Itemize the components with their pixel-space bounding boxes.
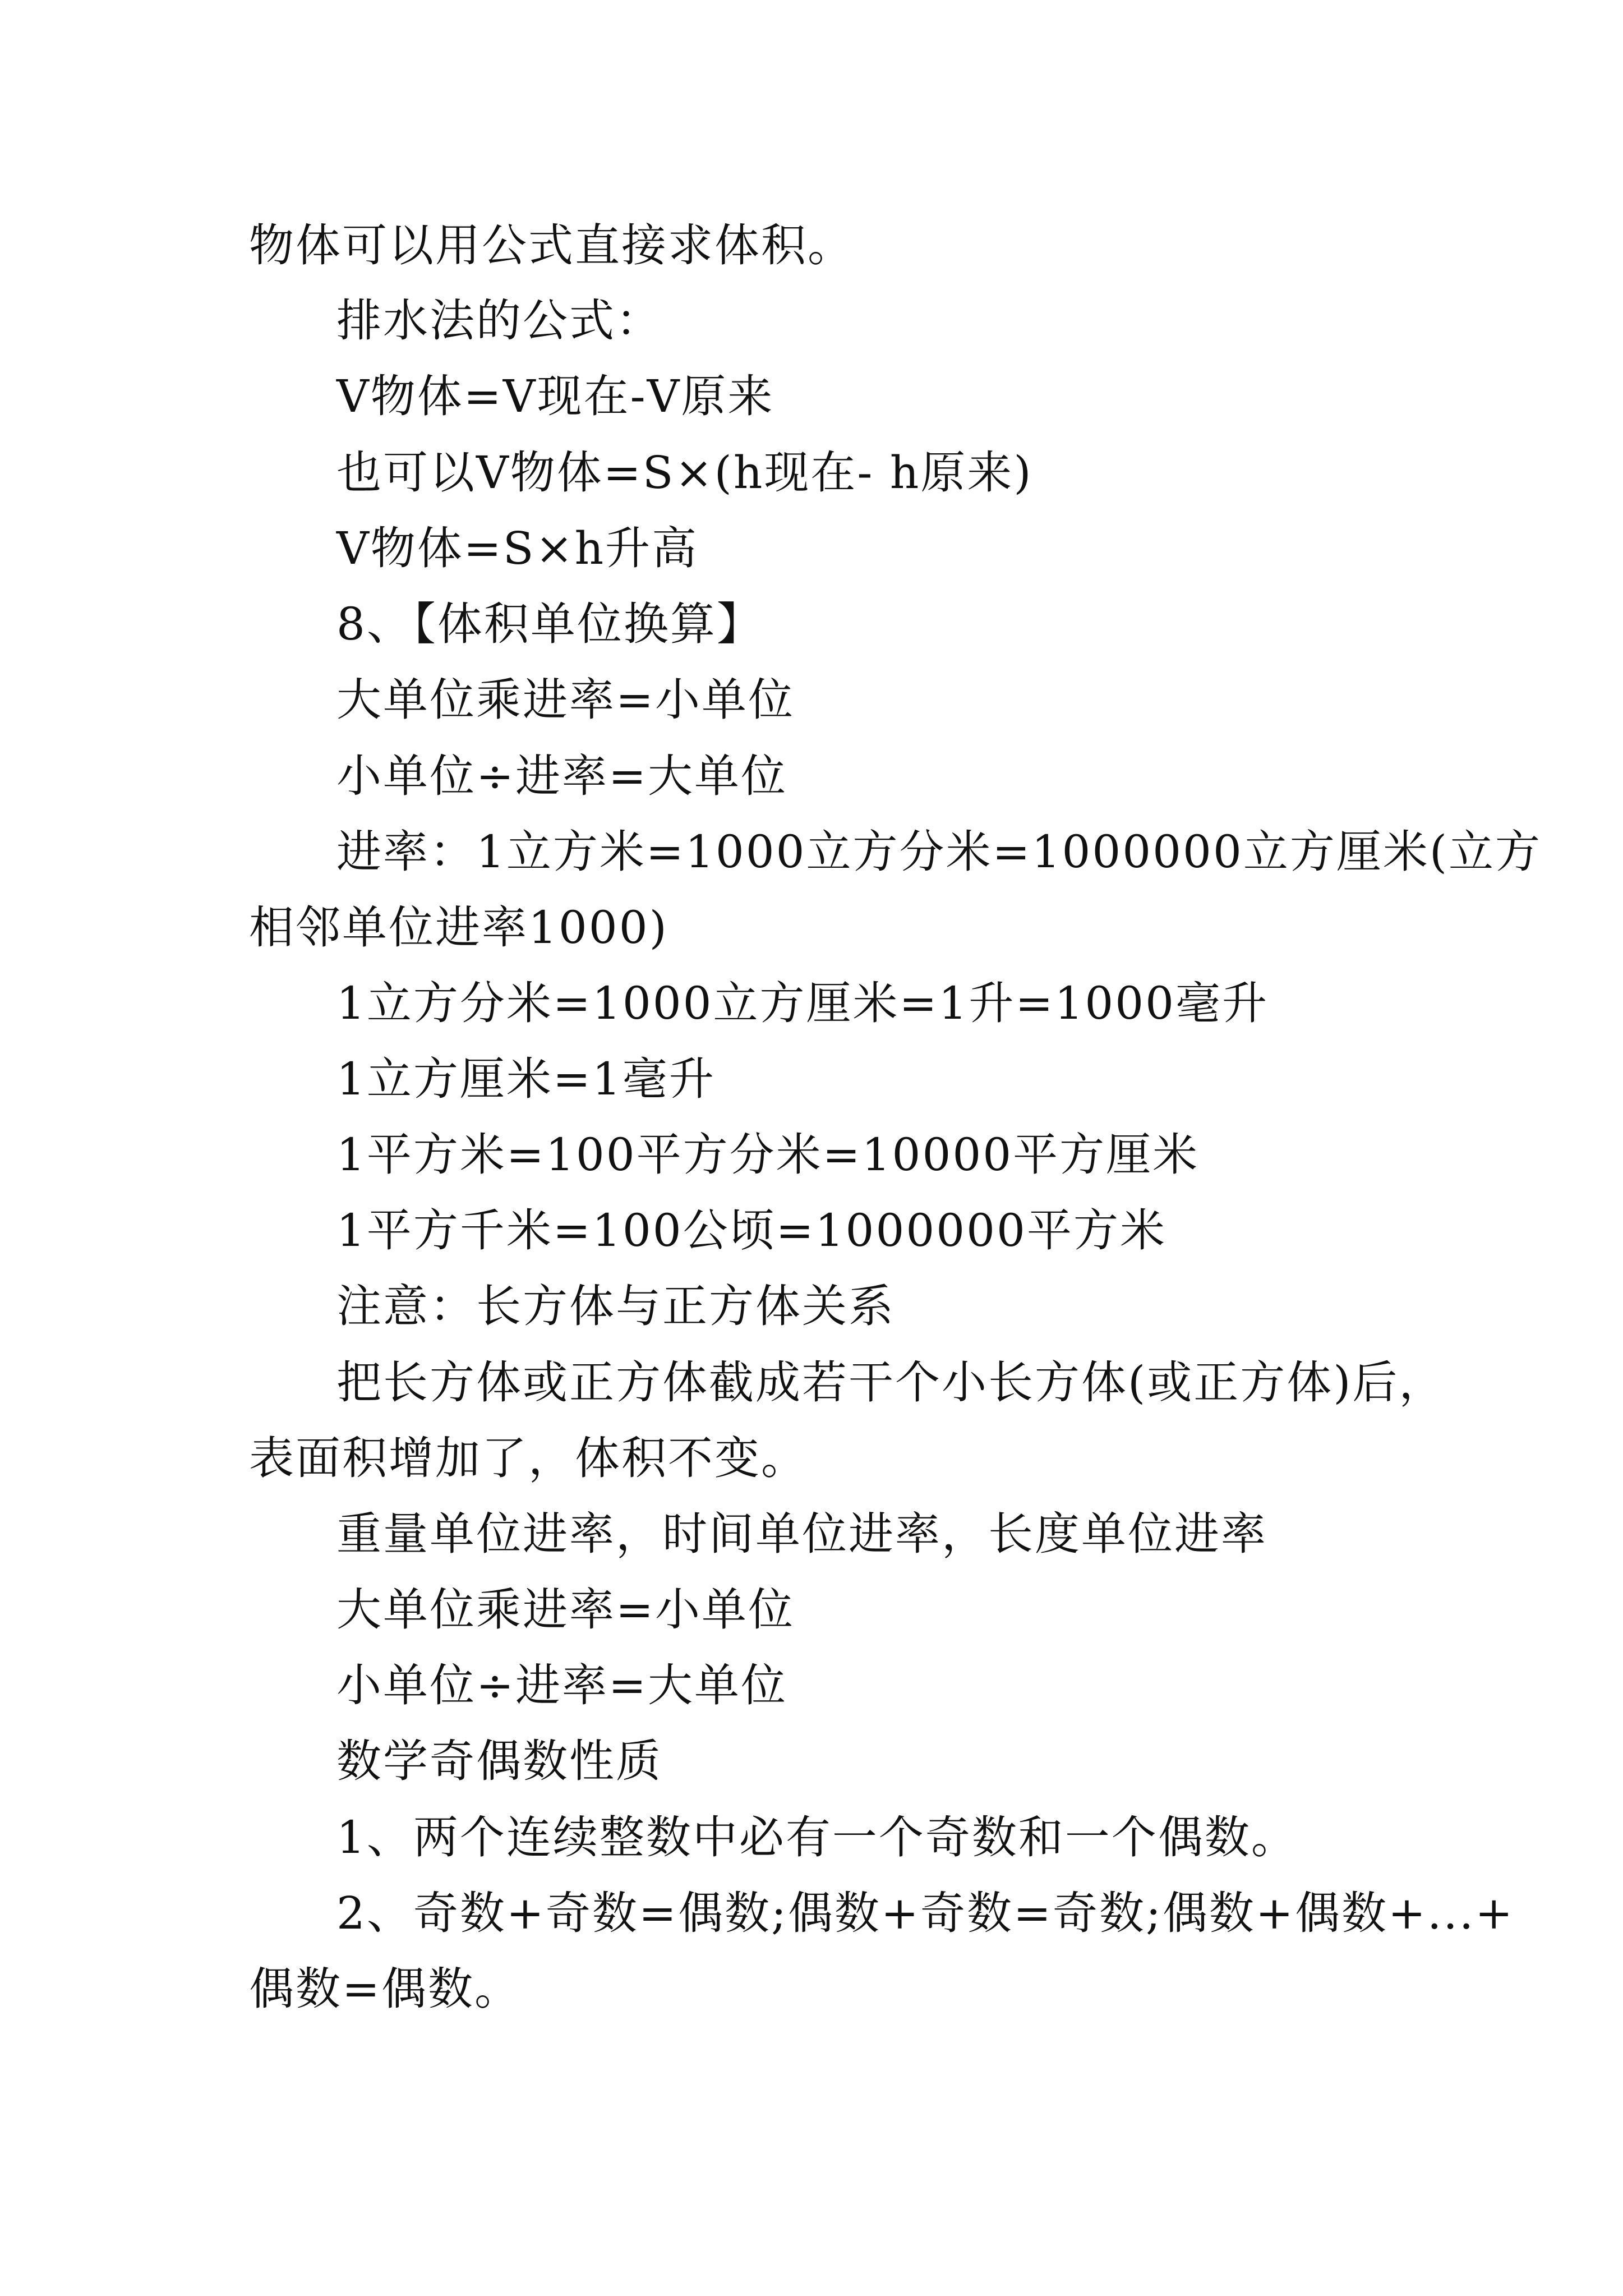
text-line: 大单位乘进率=小单位 xyxy=(336,674,795,726)
text-line: 1立方厘米=1毫升 xyxy=(336,1053,716,1105)
text-line: V物体=S×h升高 xyxy=(336,522,699,574)
text-line: 表面积增加了，体积不变。 xyxy=(249,1432,808,1484)
text-line: 注意：长方体与正方体关系 xyxy=(336,1280,895,1332)
text-line: V物体=V现在-V原来 xyxy=(336,370,774,422)
text-line: 重量单位进率，时间单位进率，长度单位进率 xyxy=(336,1508,1267,1560)
text-line: 物体可以用公式直接求体积。 xyxy=(249,219,854,272)
text-line: 排水法的公式： xyxy=(336,295,662,347)
text-line: 进率：1立方米=1000立方分米=1000000立方厘米(立方 xyxy=(336,826,1542,878)
text-line: 小单位÷进率=大单位 xyxy=(336,750,788,802)
text-line: 1平方千米=100公顷=1000000平方米 xyxy=(336,1204,1166,1257)
text-line: 2、奇数+奇数=偶数;偶数+奇数=奇数;偶数+偶数+...+ xyxy=(336,1887,1515,1939)
text-line: 1立方分米=1000立方厘米=1升=1000毫升 xyxy=(336,977,1269,1029)
section-heading: 数学奇偶数性质 xyxy=(336,1735,662,1787)
text-line: 1、两个连续整数中必有一个奇数和一个偶数。 xyxy=(336,1811,1298,1864)
text-line: 1平方米=100平方分米=10000平方厘米 xyxy=(336,1129,1200,1181)
section-heading: 8、【体积单位换算】 xyxy=(336,598,763,650)
text-line: 偶数=偶数。 xyxy=(249,1963,522,2015)
text-line: 也可以V物体=S×(h现在- h原来) xyxy=(336,447,1033,499)
text-line: 小单位÷进率=大单位 xyxy=(336,1659,788,1711)
text-line: 大单位乘进率=小单位 xyxy=(336,1584,795,1636)
text-line: 把长方体或正方体截成若干个小长方体(或正方体)后， xyxy=(336,1356,1446,1409)
text-line: 相邻单位进率1000) xyxy=(249,901,668,954)
